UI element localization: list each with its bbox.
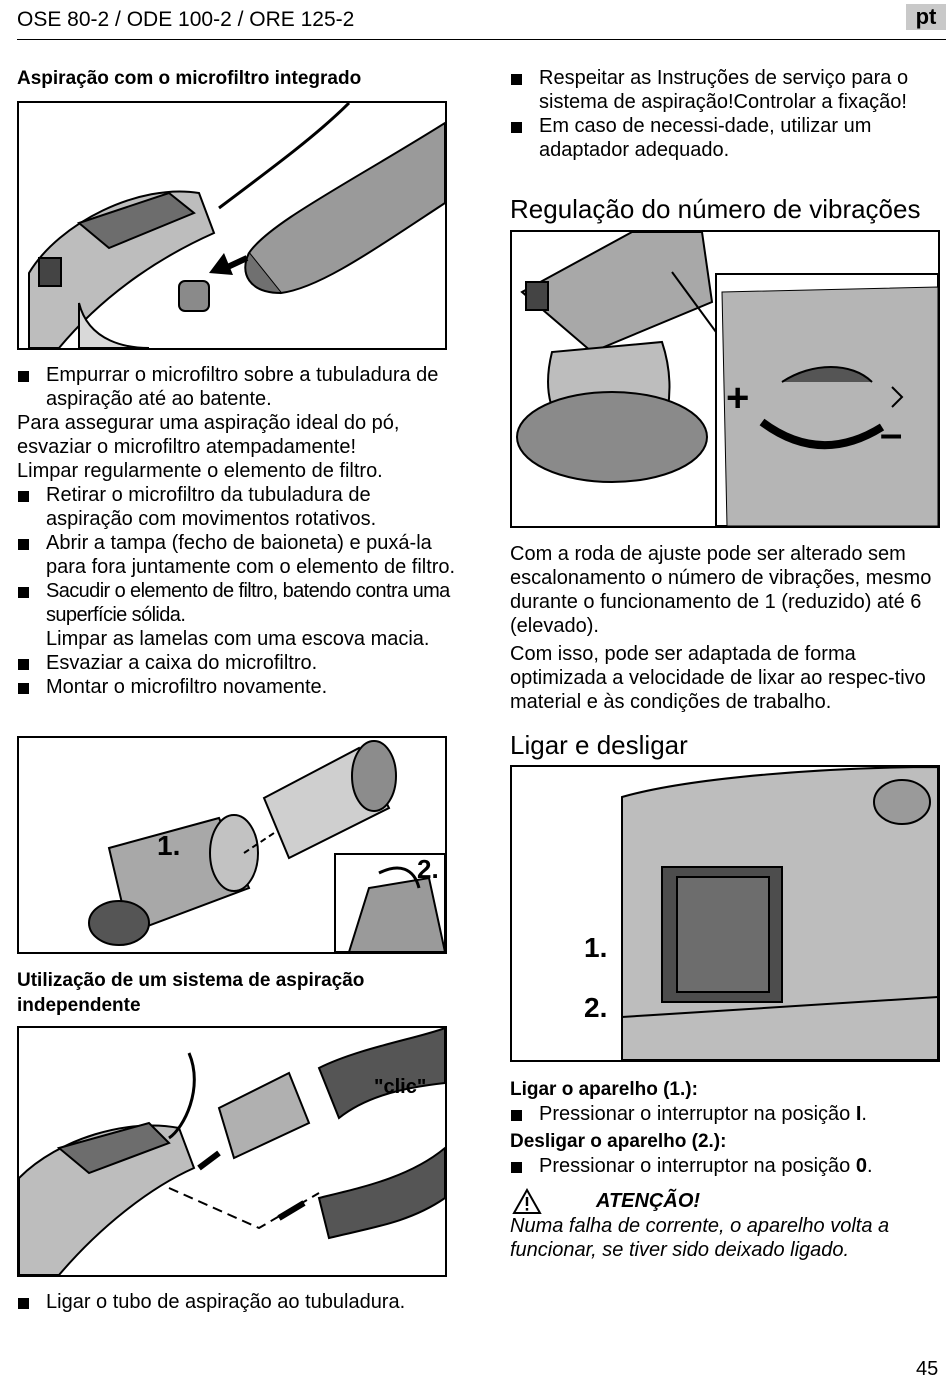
list-item: Ligar o tubo de aspiração ao tubuladura. <box>17 1290 462 1314</box>
figure-filter-removal <box>17 736 447 954</box>
list-item: Abrir a tampa (fecho de baioneta) e puxá-la para fora juntamente com o elemento de filtro. <box>17 531 462 579</box>
step-label-1: 1. <box>157 830 181 861</box>
section2-text <box>17 1290 462 1314</box>
right-top-text <box>510 66 930 162</box>
section4-text <box>510 1078 940 1178</box>
section-title-integrated-microfilter: Aspiração com o microfiltro integrado <box>17 68 362 89</box>
list-item: Sacudir o elemento de filtro, batendo contra uma superfície sólida. <box>17 579 462 627</box>
section3-text <box>510 542 940 714</box>
figure-external-extraction <box>17 1026 447 1277</box>
list-item: Esvaziar a caixa do microfiltro. <box>17 651 462 675</box>
list-item-continuation: Limpar as lamelas com uma escova macia. <box>46 628 430 650</box>
section1-text <box>17 363 462 699</box>
page-number: 45 <box>916 1358 939 1380</box>
warning-title: ATENÇÃO! <box>596 1190 701 1212</box>
switch-off-title: Desligar o aparelho (2.): <box>510 1131 727 1152</box>
list-item: Pressionar o interruptor na posição 0. <box>510 1154 940 1178</box>
step-label-1: 1. <box>584 932 608 963</box>
switch-on-title: Ligar o aparelho (1.): <box>510 1079 698 1100</box>
list-item: Respeitar as Instruções de serviço para o sistema de aspiração!Controlar a fixação! <box>510 66 930 114</box>
paragraph: Limpar regularmente o elemento de filtro. <box>17 460 383 482</box>
header-rule <box>17 39 946 40</box>
figure-vibration-dial <box>510 230 940 528</box>
section-title-external-extraction: Utilização de um sistema de aspiração independente <box>17 970 365 1016</box>
figure-on-off-switch <box>510 765 940 1062</box>
plus-label: + <box>726 376 750 420</box>
warning-text: Numa falha de corrente, o aparelho volta a funcionar, se tiver sido deixado ligado. <box>510 1215 890 1261</box>
paragraph: Com isso, pode ser adaptada de forma optimizada a velocidade de lixar ao respec-tivo material e às condições de trabalho. <box>510 643 926 713</box>
minus-label: – <box>880 412 903 456</box>
list-item: Empurrar o microfiltro sobre a tubuladura de aspiração até ao batente. <box>17 363 462 411</box>
step-label-2: 2. <box>417 854 439 884</box>
document-header-title: OSE 80-2 / ODE 100-2 / ORE 125-2 <box>17 8 355 31</box>
list-item: Montar o microfiltro novamente. <box>17 675 462 699</box>
paragraph: Para assegurar uma aspiração ideal do pó, esvaziar o microfiltro atempadamente! <box>17 412 400 458</box>
list-item: Retirar o microfiltro da tubuladura de aspiração com movimentos rotativos. <box>17 483 462 531</box>
step-label-2: 2. <box>584 992 608 1023</box>
language-badge: pt <box>906 4 946 30</box>
list-item: Em caso de necessi-dade, utilizar um adaptador adequado. <box>510 114 930 162</box>
clic-label: "clic" <box>374 1076 427 1098</box>
paragraph: Com a roda de ajuste pode ser alterado sem escalonamento o número de vibrações, mesmo durante o funcionamento de 1 (reduzido) até 6 (elevado). <box>510 543 932 637</box>
section-title-vibration-regulation: Regulação do número de vibrações <box>510 194 921 224</box>
figure-microfilter-attach <box>17 101 447 350</box>
switch-position-off: 0 <box>855 1155 867 1177</box>
switch-position-on: I <box>855 1103 862 1125</box>
list-item: Pressionar o interruptor na posição I. <box>510 1102 940 1126</box>
section-title-on-off: Ligar e desligar <box>510 730 688 760</box>
